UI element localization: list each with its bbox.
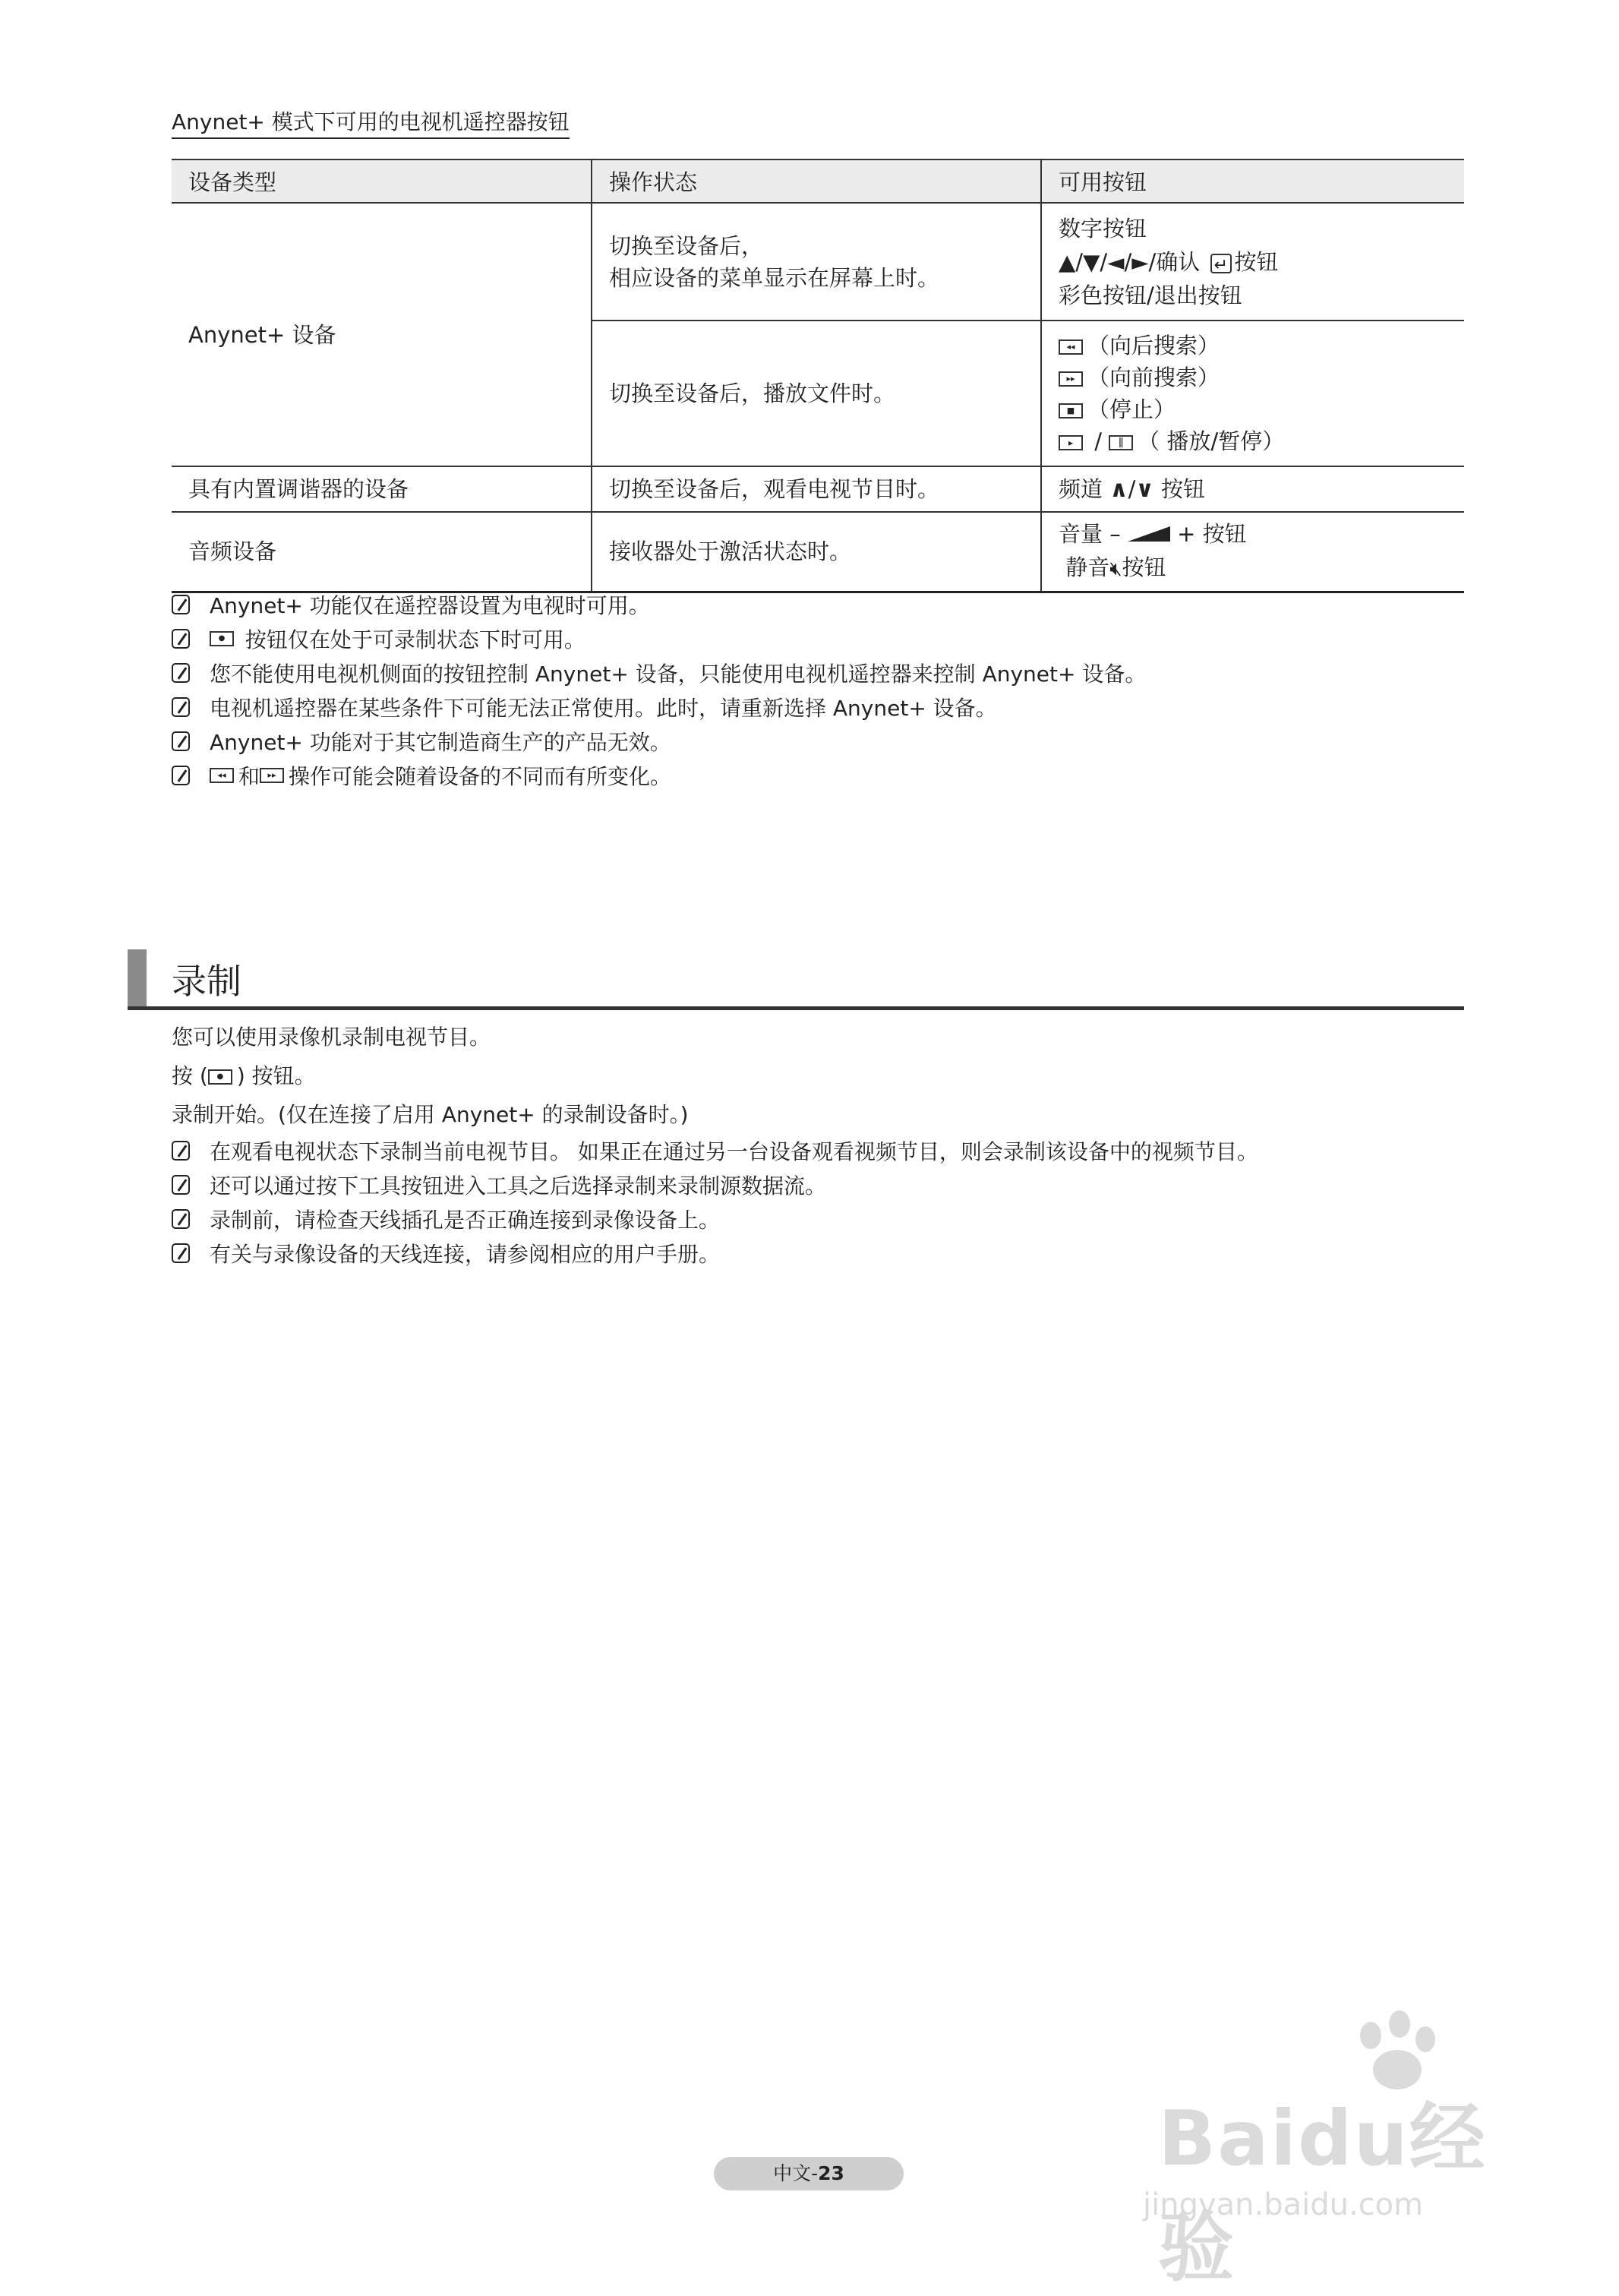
fast-forward-icon — [260, 768, 284, 783]
note-item: Anynet+ 功能仅在遥控器设置为电视时可用。 — [172, 587, 1146, 621]
cell-device-tuner: 具有内置调谐器的设备 — [172, 466, 592, 512]
page-number: 中文-23 — [714, 2157, 904, 2190]
remote-buttons-table — [172, 159, 1464, 593]
cell-state-playback: 切换至设备后，播放文件时。 — [592, 321, 1041, 466]
note-item: 您不能使用电视机侧面的按钮控制 Anynet+ 设备，只能使用电视机遥控器来控制 Anynet+ 设备。 — [172, 655, 1146, 690]
watermark-brand: Baidu经验 — [1158, 2094, 1487, 2292]
fast-forward-line: ▸▸（向前搜索） — [1059, 362, 1464, 393]
buttons-line-arrows: ▲/▼/◄/►/确认 ↵按钮 — [1059, 245, 1464, 279]
cell-device-audio: 音频设备 — [172, 512, 592, 592]
note-icon — [172, 1243, 190, 1263]
section-bar — [128, 949, 147, 1006]
rewind-icon — [210, 768, 234, 783]
cell-state-tv: 切换至设备后，观看电视节目时。 — [592, 466, 1041, 512]
cell-buttons-volume — [1041, 512, 1464, 592]
cell-state-menu — [592, 203, 1041, 321]
rewind-line: ◂◂（向后搜索） — [1059, 330, 1464, 362]
table-header-row — [172, 159, 1464, 203]
section-body — [172, 1018, 689, 1134]
rewind-icon — [1059, 340, 1083, 355]
body-line: 录制开始。(仅在连接了启用 Anynet+ 的录制设备时。) — [172, 1102, 689, 1127]
notes-list — [172, 587, 1146, 792]
record-icon — [208, 1069, 232, 1085]
note-icon — [172, 1209, 190, 1229]
note-icon — [172, 697, 190, 717]
section-rule — [128, 1006, 1464, 1010]
note-item: 电视机遥控器在某些条件下可能无法正常使用。此时，请重新选择 Anynet+ 设备。 — [172, 690, 1146, 724]
header-device-type: 设备类型 — [172, 159, 592, 203]
buttons-line-color: 彩色按钮/退出按钮 — [1059, 282, 1242, 308]
cell-buttons-channel: 频道 ∧/∨ 按钮 — [1041, 466, 1464, 512]
cell-buttons-menu — [1041, 203, 1464, 321]
pause-icon — [1109, 435, 1133, 450]
record-icon — [210, 631, 234, 646]
state-line: 切换至设备后， — [609, 232, 764, 259]
table-row — [172, 466, 1464, 512]
note-item: ◂◂ 和 ▸▸ 操作可能会随着设备的不同而有所变化。 — [172, 758, 1146, 792]
table-row — [172, 203, 1464, 321]
table-row — [172, 512, 1464, 592]
watermark-url: jingyan.baidu.com — [1143, 2187, 1424, 2222]
note-icon — [172, 731, 190, 751]
note-icon — [172, 663, 190, 683]
state-line: 相应设备的菜单显示在屏幕上时。 — [609, 264, 940, 291]
note-item: 有关与录像设备的天线连接，请参阅相应的用户手册。 — [172, 1236, 1258, 1270]
volume-ramp-icon — [1128, 526, 1170, 543]
body-line-record: 按 (● ) 按钮。 — [172, 1056, 689, 1095]
play-icon — [1059, 435, 1083, 450]
baidu-watermark — [1143, 2005, 1538, 2292]
note-item: 在观看电视状态下录制当前电视节目。 如果正在通过另一台设备观看视频节目，则会录制该设备中的视频节目。 — [172, 1133, 1258, 1167]
section-header — [128, 949, 1464, 1009]
enter-icon — [1210, 254, 1232, 273]
note-item: 录制前，请检查天线插孔是否正确连接到录像设备上。 — [172, 1202, 1258, 1236]
mute-icon: 🔇︎ — [1109, 557, 1122, 581]
section-title: 录制 — [172, 961, 241, 1002]
chevron-up-icon: ∧ — [1109, 475, 1128, 503]
header-available-buttons: 可用按钮 — [1041, 159, 1464, 203]
record-notes-list — [172, 1133, 1258, 1270]
play-pause-line: ▸ / ǁ（ 播放/暂停） — [1059, 425, 1464, 457]
note-icon — [172, 629, 190, 649]
chevron-down-icon: ∨ — [1135, 475, 1154, 503]
note-item: Anynet+ 功能对于其它制造商生产的产品无效。 — [172, 724, 1146, 758]
note-item: 还可以通过按下工具按钮进入工具之后选择录制来录制源数据流。 — [172, 1167, 1258, 1202]
fast-forward-icon — [1059, 371, 1083, 387]
note-icon — [172, 595, 190, 614]
body-line: 您可以使用录像机录制电视节目。 — [172, 1025, 491, 1050]
note-icon — [172, 1175, 190, 1195]
header-operation-state: 操作状态 — [592, 159, 1041, 203]
note-icon — [172, 1141, 190, 1161]
cell-device-anynet: Anynet+ 设备 — [172, 203, 592, 466]
stop-line: ■（停止） — [1059, 393, 1464, 425]
buttons-line-number: 数字按钮 — [1059, 215, 1147, 242]
cell-buttons-playback — [1041, 321, 1464, 466]
stop-icon — [1059, 403, 1083, 418]
volume-line: 音量 – + 按钮 — [1059, 521, 1247, 548]
mute-line: 静音🔇︎按钮 — [1065, 554, 1166, 581]
cell-state-receiver: 接收器处于激活状态时。 — [592, 512, 1041, 592]
note-icon — [172, 766, 190, 785]
table-caption: Anynet+ 模式下可用的电视机遥控器按钮 — [172, 109, 570, 139]
note-item: ● 按钮仅在处于可录制状态下时可用。 — [172, 621, 1146, 655]
